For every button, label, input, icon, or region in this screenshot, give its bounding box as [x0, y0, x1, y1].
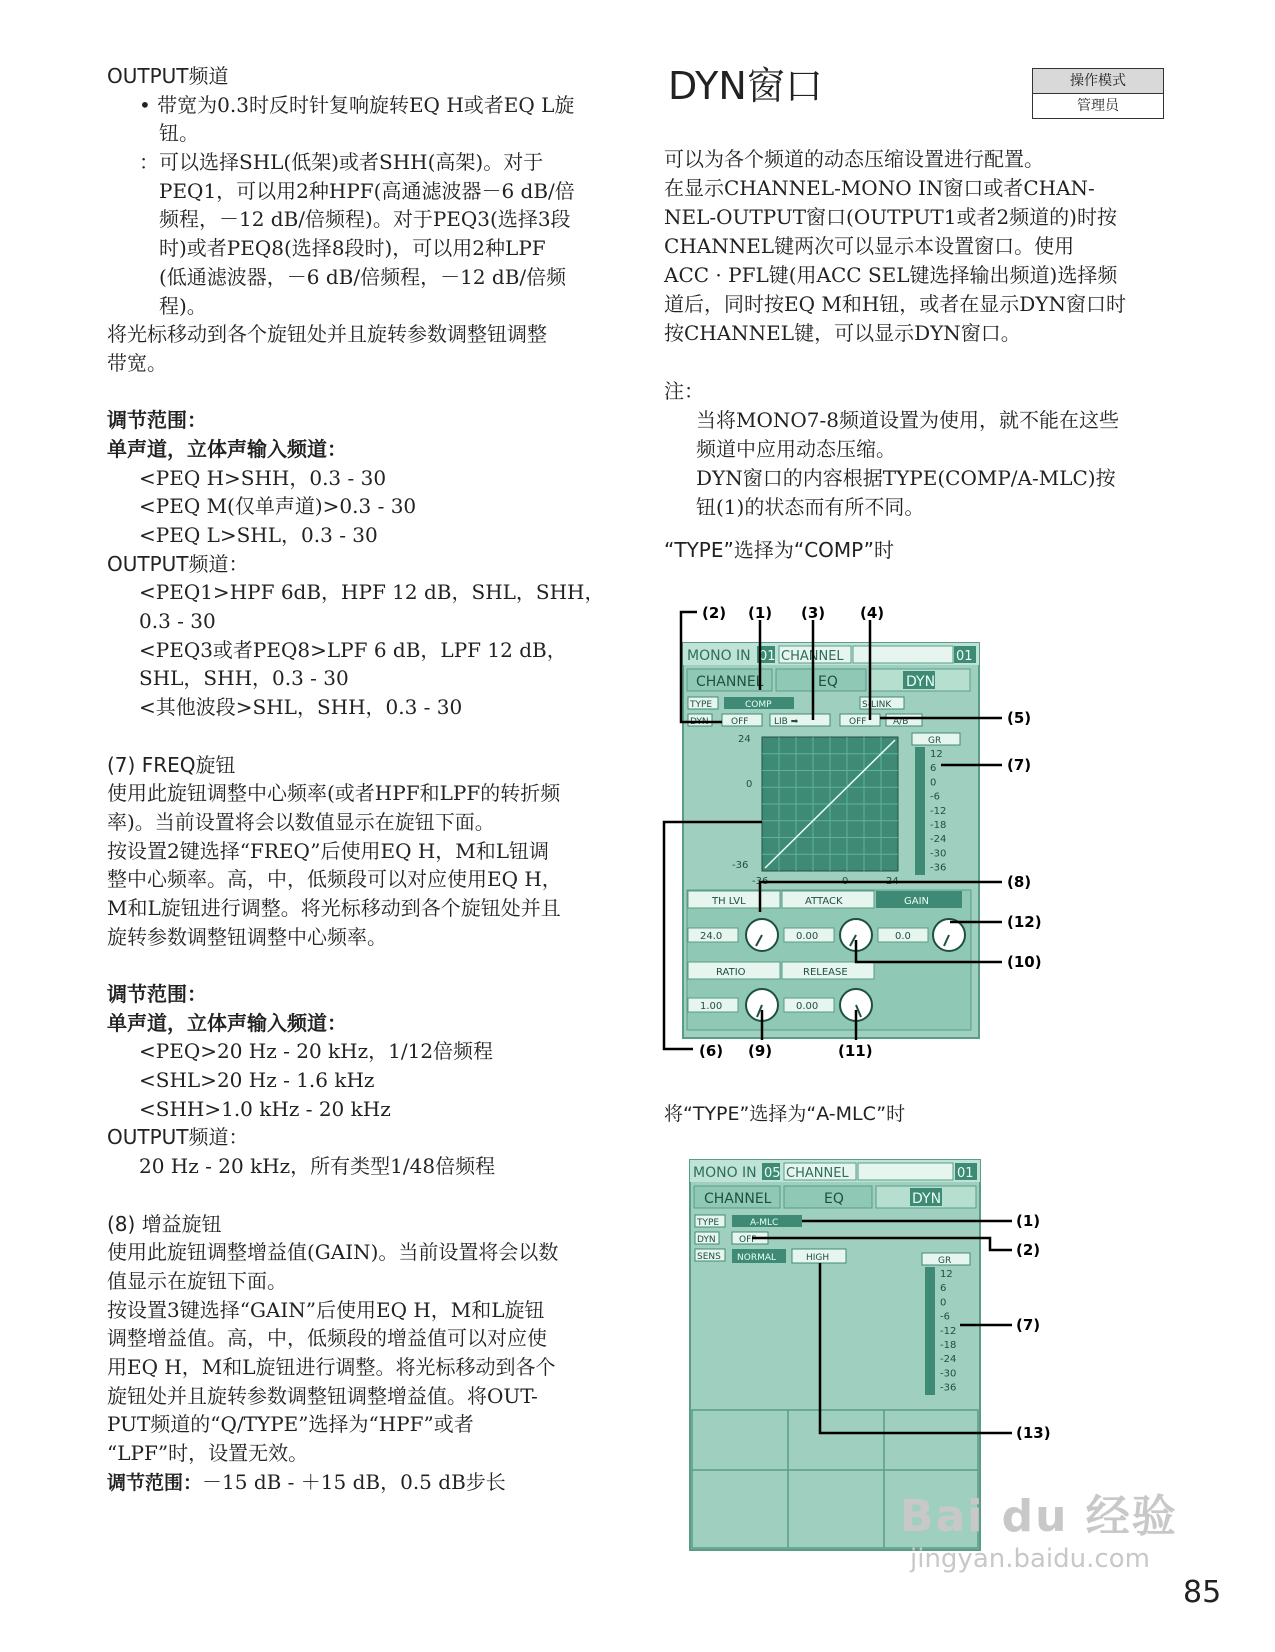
s2-sens-normal[interactable]: NORMAL — [737, 1253, 777, 1263]
s1-gain-value: 0.0 — [895, 931, 911, 942]
s2-callout-7: (7) — [1016, 1316, 1041, 1334]
left-line: 整中心频率。高，中，低频段可以对应使用EQ H， — [107, 867, 562, 892]
text-line: ACC · PFL键(用ACC SEL键选择输出频道)选择频 — [664, 263, 1118, 287]
s1-release-label: RELEASE — [803, 967, 848, 978]
page-number: 85 — [1183, 1575, 1222, 1610]
left-line: 钮。 — [159, 121, 199, 146]
callout-9: (9) — [748, 1042, 773, 1060]
watermark-brand: Bai du 经验 — [900, 1491, 1178, 1542]
s1-right-num: 01 — [956, 649, 973, 664]
watermark — [900, 1480, 1178, 1574]
s1-mono-in: MONO IN — [687, 648, 751, 664]
left-line: ：可以选择SHL(低架)或者SHH(高架)。对于 — [139, 150, 544, 175]
s1-gr-title: GR — [928, 736, 942, 746]
mode-label: 操作模式 — [1033, 69, 1163, 94]
gr-scale-label: 6 — [930, 763, 937, 775]
s1-slink-value[interactable]: OFF — [849, 717, 867, 727]
left-line: 20 Hz - 20 kHz，所有类型1/48倍频程 — [139, 1154, 496, 1179]
left-line: 调节范围：－15 dB - ＋15 dB，0.5 dB步长 — [107, 1469, 506, 1494]
left-line: <PEQ1>HPF 6dB，HPF 12 dB，SHL，SHH， — [139, 580, 605, 605]
s1-graph-bot: -36 — [732, 860, 749, 871]
comp-screen-figure — [660, 598, 1080, 1078]
text-line: DYN窗口的内容根据TYPE(COMP/A-MLC)按 — [696, 466, 1116, 490]
text-line: NEL-OUTPUT窗口(OUTPUT1或者2频道的)时按 — [664, 205, 1117, 229]
s2-dyn-value[interactable]: OFF — [739, 1235, 757, 1245]
s1-slink-label: S-LINK — [862, 700, 892, 710]
callout-7: (7) — [1007, 756, 1032, 774]
s2-tab-dyn[interactable]: DYN — [912, 1191, 942, 1207]
callout-3: (3) — [801, 604, 826, 622]
s1-tab-channel[interactable]: CHANNEL — [696, 674, 764, 690]
callout-8: (8) — [1007, 873, 1032, 891]
s2-type-value[interactable]: A-MLC — [750, 1218, 779, 1228]
gr-scale-label: -30 — [940, 1368, 957, 1380]
s2-type-label: TYPE — [697, 1218, 720, 1228]
left-line: • 带宽为0.3时反时针复响旋转EQ H或者EQ L旋 — [139, 92, 575, 117]
callout-6: (6) — [699, 1042, 724, 1060]
gr-scale-label: -24 — [930, 834, 947, 846]
intro-text — [664, 145, 1184, 348]
gr-scale-label: -18 — [930, 820, 947, 831]
left-line: 调节范围： — [107, 982, 207, 1006]
s1-graph-x3: 24 — [886, 876, 899, 887]
left-line: PUT频道的“Q/TYPE”选择为“HPF”或者 — [107, 1412, 474, 1437]
left-line: 按设置3键选择“GAIN”后使用EQ H，M和L旋钮 — [107, 1297, 545, 1322]
left-line: SHL，SHH，0.3 - 30 — [139, 666, 349, 691]
left-line: 将光标移动到各个旋钮处并且旋转参数调整钮调整 — [107, 322, 547, 347]
gr-scale-label: 12 — [930, 749, 943, 760]
s2-channel: CHANNEL — [786, 1166, 849, 1181]
left-line: 率)。当前设置将会以数值显示在旋钮下面。 — [107, 809, 495, 834]
left-line: OUTPUT频道： — [107, 551, 249, 576]
left-line: 带宽。 — [107, 350, 167, 375]
s1-type-value[interactable]: COMP — [745, 700, 772, 710]
caption-amlc: 将“TYPE”选择为“A-MLC”时 — [664, 1103, 906, 1125]
s2-callout-2: (2) — [1016, 1241, 1041, 1259]
left-line — [107, 378, 627, 407]
s1-graph-x2: 0 — [842, 876, 849, 887]
text-line: 在显示CHANNEL-MONO IN窗口或者CHAN- — [664, 176, 1095, 200]
s1-release-value: 0.00 — [796, 1001, 819, 1012]
s1-lib-button[interactable]: LIB ➡ — [774, 717, 799, 727]
s2-callout-1: (1) — [1016, 1212, 1041, 1230]
left-line: 按设置2键选择“FREQ”后使用EQ H，M和L钮调 — [107, 838, 550, 863]
s2-gr-meter — [925, 1267, 935, 1395]
page-title: DYN窗口 — [668, 64, 823, 108]
left-line: 调节范围： — [107, 408, 207, 433]
gr-scale-label: -12 — [930, 805, 947, 817]
text-line: 道后，同时按EQ M和H钮，或者在显示DYN窗口时 — [664, 292, 1127, 316]
left-line: OUTPUT频道： — [107, 1125, 249, 1150]
gr-scale-label: 0 — [930, 777, 937, 789]
callout-12: (12) — [1007, 913, 1042, 931]
gr-scale-label: 6 — [940, 1283, 947, 1295]
left-line: <SHH>1.0 kHz - 20 kHz — [139, 1096, 391, 1121]
gr-scale-label: -36 — [940, 1382, 957, 1394]
s2-dyn-label: DYN — [697, 1235, 716, 1245]
s1-attack-label: ATTACK — [805, 896, 843, 907]
note-text — [664, 406, 1184, 522]
s2-callout-13: (13) — [1016, 1424, 1051, 1442]
left-line — [107, 722, 627, 751]
left-line: 频程，－12 dB/倍频程)。对于PEQ3(选择3段 — [159, 207, 571, 232]
callout-4: (4) — [860, 604, 885, 622]
gr-scale-label: -6 — [930, 791, 940, 803]
s1-gain-label: GAIN — [904, 896, 930, 907]
left-line: <SHL>20 Hz - 1.6 kHz — [139, 1068, 375, 1093]
left-line: (8) 增益旋钮 — [107, 1211, 222, 1236]
left-line: M和L旋钮进行调整。将光标移动到各个旋钮处并且 — [107, 895, 561, 920]
gr-scale-label: -12 — [940, 1325, 957, 1337]
left-line: 程)。 — [159, 293, 207, 318]
left-line: 0.3 - 30 — [139, 609, 216, 634]
s1-ch-num: 01 — [759, 649, 776, 664]
mode-value: 管理员 — [1077, 98, 1119, 114]
callout-5: (5) — [1007, 709, 1032, 727]
s1-ratio-label: RATIO — [716, 967, 746, 978]
s2-sens-label: SENS — [697, 1252, 721, 1262]
gr-scale-label: -6 — [940, 1311, 950, 1323]
text-line: 频道中应用动态压缩。 — [696, 437, 896, 461]
watermark-url: jingyan.baidu.com — [910, 1544, 1150, 1574]
left-line: 旋转参数调整钮调整中心频率。 — [107, 924, 387, 949]
s1-ab-button[interactable]: A/B — [893, 717, 909, 727]
callout-2: (2) — [702, 604, 727, 622]
left-line: 时)或者PEQ8(选择8段时)，可以用2种LPF — [159, 236, 546, 261]
left-line: <PEQ>20 Hz - 20 kHz，1/12倍频程 — [139, 1039, 494, 1064]
note-heading: 注： — [664, 379, 704, 403]
left-line: (低通滤波器，－6 dB/倍频程，－12 dB/倍频 — [159, 264, 567, 289]
gr-scale-label: -24 — [940, 1354, 957, 1366]
left-line — [107, 1181, 627, 1210]
s1-dyn-label: DYN — [690, 717, 709, 727]
left-line: “LPF”时，设置无效。 — [107, 1441, 309, 1465]
s2-sens-high[interactable]: HIGH — [806, 1253, 830, 1263]
left-line: <PEQ L>SHL，0.3 - 30 — [139, 523, 378, 547]
left-line: 旋钮处并且旋转参数调整钮调整增益值。将OUT- — [107, 1383, 538, 1408]
s1-ratio-value: 1.00 — [700, 1001, 723, 1012]
s1-tab-dyn[interactable]: DYN — [906, 674, 936, 690]
operation-mode-box — [1032, 68, 1164, 119]
s2-mono-in: MONO IN — [693, 1165, 757, 1181]
s1-tab-eq[interactable]: EQ — [818, 674, 838, 690]
s1-attack-value: 0.00 — [796, 931, 819, 942]
left-line: 单声道，立体声输入频道： — [107, 436, 347, 461]
left-line: PEQ1，可以用2种HPF(高通滤波器－6 dB/倍 — [159, 178, 575, 203]
left-line: 调整增益值。高，中，低频段的增益值可以对应使 — [107, 1326, 547, 1351]
left-line: <PEQ M(仅单声道)>0.3 - 30 — [139, 494, 417, 519]
left-line: 单声道，立体声输入频道： — [107, 1010, 347, 1035]
left-column — [107, 62, 627, 1496]
s1-graph-top: 24 — [738, 734, 751, 745]
s1-channel: CHANNEL — [781, 649, 844, 664]
text-line: 按CHANNEL键，可以显示DYN窗口。 — [664, 321, 1021, 345]
right-column — [664, 145, 1184, 565]
left-line: (7) FREQ旋钮 — [107, 752, 236, 777]
s1-dyn-value[interactable]: OFF — [731, 717, 749, 727]
gr-scale-label: -18 — [940, 1340, 957, 1351]
left-line: 使用此旋钮调整中心频率(或者HPF和LPF的转折频 — [107, 781, 561, 806]
gr-scale-label: -30 — [930, 848, 947, 860]
left-line: <其他波段>SHL，SHH，0.3 - 30 — [139, 695, 463, 720]
s2-ch-num: 05 — [764, 1166, 781, 1181]
left-line: 使用此旋钮调整增益值(GAIN)。当前设置将会以数 — [107, 1240, 559, 1265]
gr-scale-label: -36 — [930, 862, 947, 874]
s2-tab-channel[interactable]: CHANNEL — [704, 1191, 772, 1207]
left-line: <PEQ H>SHH，0.3 - 30 — [139, 465, 387, 490]
text-line: 当将MONO7-8频道设置为使用，就不能在这些 — [696, 408, 1119, 432]
s1-type-label: TYPE — [690, 700, 713, 710]
text-line: 钮(1)的状态而有所不同。 — [696, 495, 925, 519]
left-line: OUTPUT频道 — [107, 64, 229, 88]
s1-graph-mid: 0 — [746, 779, 753, 790]
s1-thlvl-value: 24.0 — [700, 931, 723, 942]
left-line — [107, 951, 627, 980]
text-line: 可以为各个频道的动态压缩设置进行配置。 — [664, 147, 1044, 171]
s1-thlvl-label: TH LVL — [712, 896, 746, 907]
text-line: CHANNEL键两次可以显示本设置窗口。使用 — [664, 234, 1075, 258]
callout-11: (11) — [838, 1042, 873, 1060]
s1-gr-meter — [915, 747, 925, 875]
callout-10: (10) — [1007, 953, 1042, 971]
caption-comp: “TYPE”选择为“COMP”时 — [664, 538, 894, 562]
s2-tab-eq[interactable]: EQ — [824, 1191, 844, 1207]
gr-scale-label: 0 — [940, 1297, 947, 1309]
left-line: 值显示在旋钮下面。 — [107, 1268, 287, 1293]
gr-scale-label: 12 — [940, 1269, 953, 1280]
s1-graph-x1: -36 — [752, 876, 769, 887]
s2-gr-title: GR — [938, 1256, 952, 1266]
left-line: <PEQ3或者PEQ8>LPF 6 dB，LPF 12 dB， — [139, 637, 567, 662]
s2-right-num: 01 — [957, 1166, 974, 1181]
callout-1: (1) — [748, 604, 773, 622]
left-line: 用EQ H，M和L旋钮进行调整。将光标移动到各个 — [107, 1354, 556, 1379]
